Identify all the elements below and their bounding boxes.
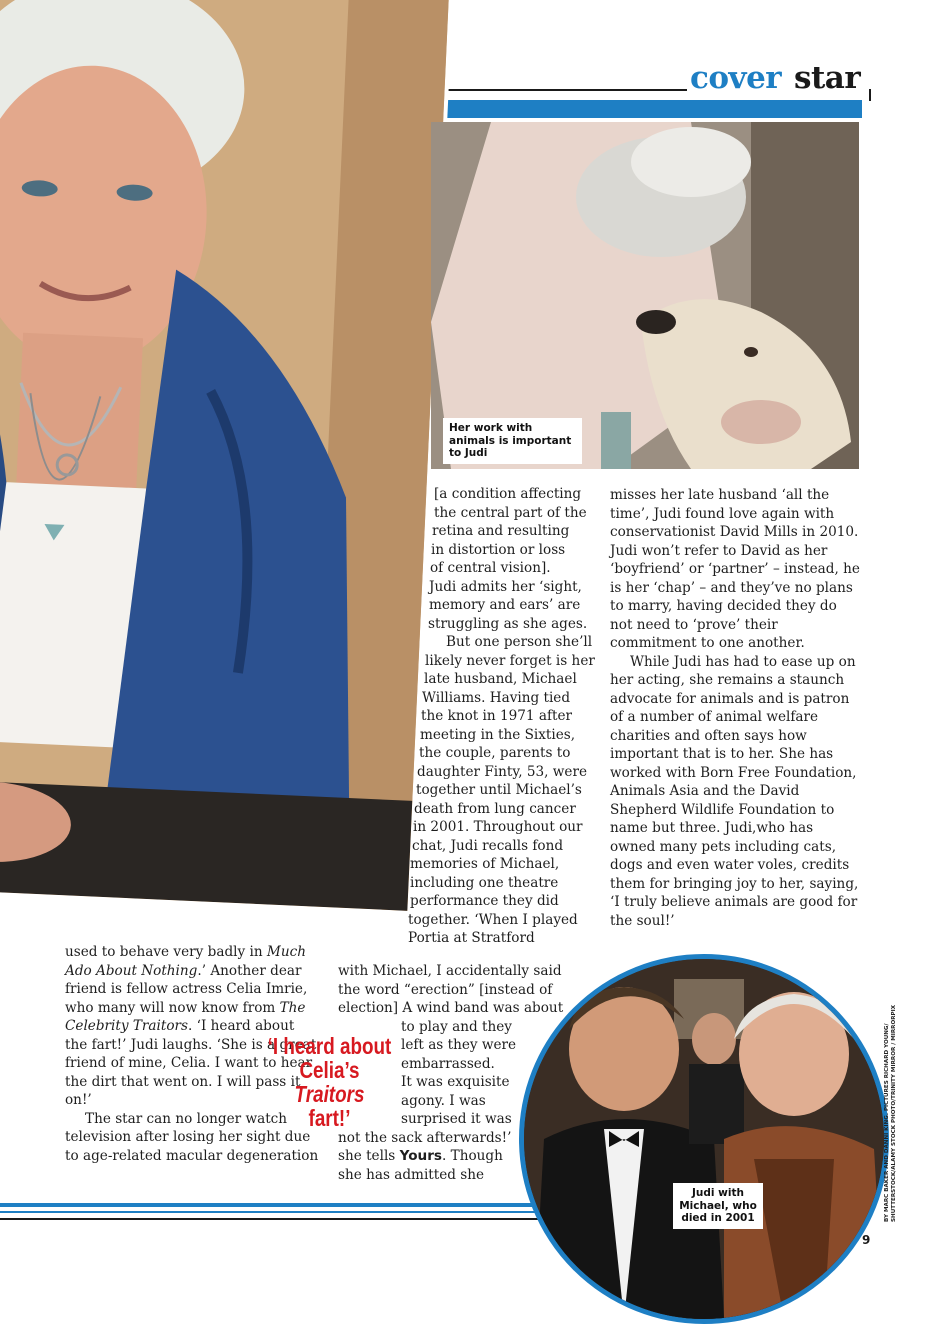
text-line: the central part of the (434, 504, 587, 521)
text-line: not the sack afterwards!’ (338, 1129, 512, 1146)
footer-rule (0, 1203, 560, 1207)
credit-line: BY MARC BAKER AND DANNI KING. PICTURES RICHARD YOUNG/ (884, 1023, 890, 1222)
text-line: daughter Finty, 53, were (417, 763, 588, 780)
text-line: Williams. Having tied (422, 689, 571, 706)
text-line: left as they were (401, 1037, 517, 1053)
paragraph: While Judi has had to ease up on her acting, she remains a staunch advocate for animals and is patron of a number of animal welfare charities and often says how important that is to her. She has worked with Born Free Foundation, Animals Asia and the David Shepherd Wildlife Foundation to name but three. Judi,who has owned many pets including cats, dogs and even water voles, credits them for bringing joy to her, saying, ‘I truly believe animals are good for the soul!’ (610, 653, 859, 929)
text-line: the knot in 1971 after (421, 708, 573, 724)
text-line: It was exquisite (401, 1074, 510, 1090)
text-run: she tells (338, 1148, 400, 1164)
dog-photo-caption: Her work with animals is important to Judi (443, 418, 582, 464)
dog-photo (431, 122, 859, 469)
brand-name: Yours (399, 1148, 443, 1164)
text-line: chat, Judi recalls fond (412, 837, 564, 854)
text-run: . ‘I heard about the fart!’ Judi laughs. ‘She is a great friend of mine, Celia. I want to hear the dirt that went on. I will pass it on!’ (65, 1018, 317, 1108)
text-line: Portia at Stratford (408, 930, 535, 946)
text-line: surprised it was (401, 1111, 512, 1127)
section-title: star (794, 60, 861, 96)
section-title-accent: cover (690, 60, 782, 96)
text-line: she has admitted she (338, 1166, 485, 1183)
text-line: meeting in the Sixties, (420, 726, 576, 743)
header-band (447, 100, 862, 118)
text-run: used to behave very badly in (65, 944, 267, 960)
italic-run: The Celebrity Traitors (65, 999, 306, 1034)
text-run: Celia’s (299, 1057, 360, 1083)
middle-column (0, 486, 600, 966)
text-line: embarrassed. (401, 1055, 495, 1072)
text-line: memory and ears’ are (429, 597, 581, 613)
pull-quote-line: ‘I heard about (267, 1033, 392, 1059)
paragraph: misses her late husband ‘all the time’, Judi found love again with conservationist David Mills in 2010. Judi won’t refer to David as her ‘boyfriend’ or ‘partner’ – instead, he is her ‘chap’ – and they’ve no plans to marry, having decided they do not need to ‘prove’ their commitment to one another. (610, 487, 860, 651)
text-line: to play and they (401, 1018, 512, 1035)
header-rule (445, 89, 687, 91)
right-column (610, 486, 860, 930)
text-line: retina and resulting (432, 523, 570, 539)
text-line: death from lung cancer (414, 800, 576, 817)
text-run: . Though (442, 1148, 503, 1164)
text-line: likely never forget is her (425, 652, 595, 669)
text-line: late husband, Michael (424, 671, 577, 687)
text-line: memories of Michael, (410, 856, 560, 872)
text-line: Judi admits her ‘sight, (429, 578, 582, 595)
text-line: election] A wind band was about (338, 1000, 564, 1016)
text-line: agony. I was (401, 1092, 486, 1109)
photo-credits (884, 982, 898, 1222)
text-line: of central vision]. (430, 560, 551, 576)
text-line: the couple, parents to (419, 745, 571, 761)
italic-run: Traitors (294, 1081, 365, 1107)
italic-run: Much Ado About Nothing (65, 944, 306, 979)
couple-illustration (524, 959, 884, 1319)
dog-illustration (431, 122, 859, 469)
header-tick (869, 89, 871, 101)
text-line: [a condition affecting (434, 486, 582, 502)
circle-photo (519, 954, 889, 1324)
circle-photo-caption: Judi with Michael, who died in 2001 (673, 1183, 763, 1229)
text-line: performance they did (410, 893, 559, 909)
text-line: in 2001. Throughout our (413, 819, 583, 835)
text-line: struggling as she ages. (428, 615, 588, 632)
text-line: the word “erection” [instead of (338, 981, 553, 998)
text-run: .’ Another dear friend is fellow actress Celia Imrie, who many will now know from (65, 962, 308, 1016)
page-number: 9 (862, 1233, 871, 1247)
text-line: including one theatre (410, 874, 559, 891)
text-line: together until Michael’s (416, 782, 582, 798)
text-line: together. ‘When I played (408, 911, 578, 928)
credit-line: SHUTTERSTOCK/ALAMY STOCK PHOTO/TRINITY MIRROR / MIRRORPIX (891, 1004, 897, 1222)
text-line: with Michael, I accidentally said (338, 963, 562, 979)
paragraph: The star can no longer watch television after losing her sight due to age-related macular degeneration (65, 1110, 319, 1164)
text-line: But one person she’ll (446, 634, 593, 650)
pull-quote-line: fart!’ (308, 1105, 351, 1131)
footer-rule (0, 1218, 560, 1220)
text-line: in distortion or loss (431, 541, 566, 558)
footer-rule (0, 1211, 560, 1213)
